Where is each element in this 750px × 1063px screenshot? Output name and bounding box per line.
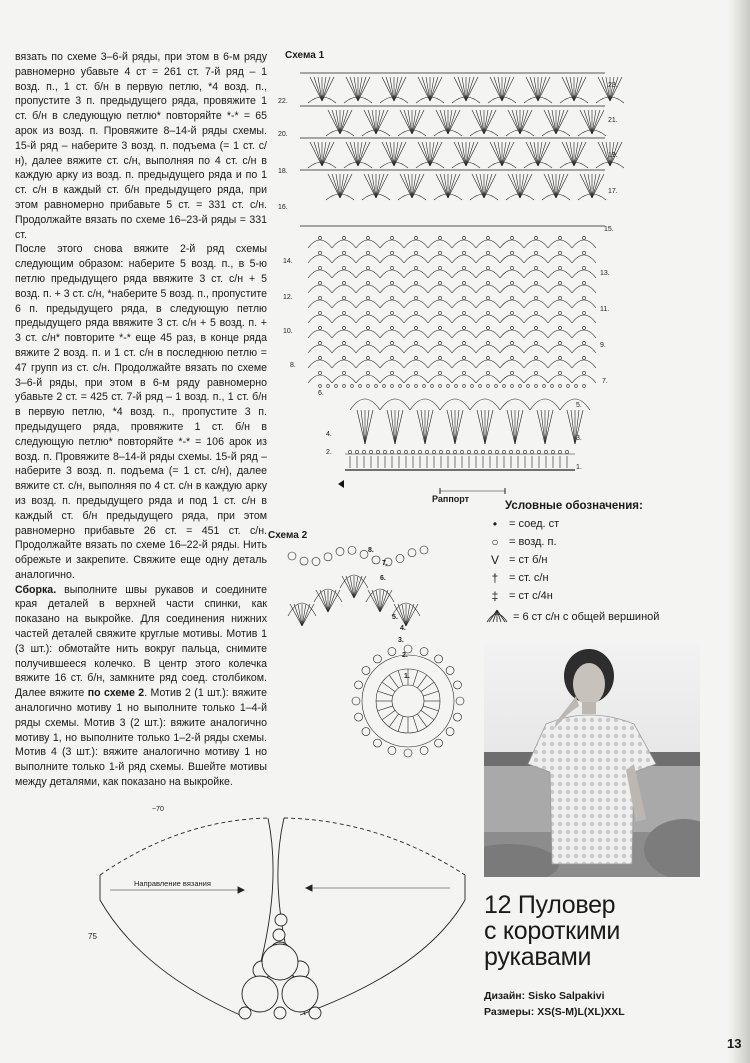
- row-number: 19.: [608, 152, 618, 159]
- double-crochet-icon: †: [491, 571, 499, 585]
- quadruple-crochet-icon: ‡: [491, 589, 499, 603]
- row-number: 4.: [326, 431, 332, 438]
- legend-item: [485, 551, 705, 569]
- scheme1-label: Схема 1: [285, 50, 325, 61]
- row-number: 10.: [283, 328, 293, 335]
- row-number: 16.: [278, 204, 288, 211]
- legend-label: = ст с/4н: [509, 590, 553, 602]
- legend-item: [485, 533, 705, 551]
- title-number: 12: [484, 891, 512, 919]
- credits: [484, 988, 625, 1020]
- garment-schematic: [80, 800, 480, 1030]
- row-number: 11.: [600, 306, 610, 313]
- title-line: рукавами: [484, 943, 592, 971]
- side-dimension: 75: [88, 932, 97, 941]
- assembly-title: Сборка.: [15, 583, 57, 596]
- row-number: 8.: [290, 362, 296, 369]
- assembly-text-1: выполните швы рукавов и соедините края деталей в верхней части спинки, как показано на выкройке. Для соединения нижних частей деталей свяжите круглые мотивы. Мотив 1 (3 шт.): обмотайте нить вокруг пальца, снимите получившееся колечко. В центр этого колечка вяжите 16 ст. б/н, замкните ряд соед. столбиком. Далее вяжите: [15, 583, 267, 700]
- legend-item: [485, 515, 705, 533]
- row-number: 7.: [382, 560, 388, 567]
- row-number: 5.: [576, 402, 582, 409]
- row-number: 6.: [380, 575, 386, 582]
- row-number: 15.: [604, 226, 614, 233]
- assembly-paragraph: [15, 583, 267, 790]
- project-title: [484, 892, 714, 970]
- page-number: 13: [727, 1036, 742, 1051]
- assembly-bold: по схеме 2: [87, 687, 145, 700]
- row-number: 1.: [576, 464, 582, 471]
- top-dimension: ~70: [152, 806, 164, 813]
- assembly-text-2: . Мотив 2 (1 шт.): вяжите аналогично мотиву 1 но выполните только 1–4-й ряды схемы. Мотив 3 (2 шт.): вяжите аналогично мотиву 1, но выполните только 1–2-й ряды схемы. Мотив 4 (3 шт.): вяжите аналогично мотиву 1 но выполните только 1-й ряд схемы. Вшейте мотивы между деталями, как показано на выкройке.: [15, 687, 268, 789]
- chain-stitch-icon: ○: [491, 535, 499, 549]
- row-number: 22.: [278, 98, 288, 105]
- row-number: 18.: [278, 168, 288, 175]
- legend-item: [485, 587, 705, 605]
- row-number: 13.: [600, 270, 610, 277]
- row-number: 6.: [318, 390, 324, 397]
- legend-label: = ст. с/н: [509, 572, 549, 584]
- row-number: 8.: [368, 547, 374, 554]
- legend: [485, 500, 705, 629]
- legend-item: [485, 605, 705, 629]
- row-number: 2.: [326, 449, 332, 456]
- legend-label: = ст б/н: [509, 554, 548, 566]
- row-number: 9.: [600, 342, 606, 349]
- page-edge: [728, 0, 750, 1063]
- row-number: 3.: [576, 435, 582, 442]
- row-number: 21.: [608, 117, 618, 124]
- row-number: 1.: [404, 673, 410, 680]
- instructions-column: [15, 50, 267, 790]
- knitting-direction-label: Направление вязания: [134, 879, 211, 888]
- model-photo: [484, 644, 700, 877]
- instructions-paragraph-1: вязать по схеме 3–6-й ряды, при этом в 6-м ряду равномерно убавьте 4 ст = 261 ст. 7-й ряд – 1 возд. п., 1 ст. б/н в первую петлю, *4 возд. п., пропустите 3 п. предыдущего ряда, провяжите 1 ст. б/н в следующую петлю* повторяйте *-* = 65 арок из возд. п. Провяжите 8–14-й ряды схемы. 15-й ряд – наберите 3 возд. п. подъема (= 1 ст. с/н), далее вяжите ст. с/н, выполняя по 4 ст. с/н в каждую арку из возд. п. предыдущего ряда и по 1 ст. с/н в каждый ст. б/н предыдущего ряда, при этом равномерно прибавьте 5 ст. = 331 ст. с/н. Продолжайте вязать по схеме 16–23-й ряды = 331 ст.: [15, 51, 267, 241]
- legend-title: Условные обозначения:: [505, 500, 643, 512]
- legend-label: = 6 ст с/н с общей вершиной: [513, 611, 660, 623]
- scheme2-label: Схема 2: [268, 530, 308, 541]
- row-number: 2.: [402, 652, 408, 659]
- title-word: Пуловер: [517, 891, 616, 919]
- legend-label: = возд. п.: [509, 536, 557, 548]
- title-line: [484, 892, 714, 918]
- instructions-paragraph-2: После этого снова вяжите 2-й ряд схемы следующим образом: наберите 5 возд. п., в 5-ю петлю предыдущего ряда ввяжите 3 ст. с/н + 5 возд. п. + 3 ст. с/н, *наберите 5 возд. п., пропустите 6 п. предыдущего ряда, в следующую петлю предыдущего ряда ввяжите 3 ст. с/н + 5 возд. п. + 3 ст. с/н* повторите *-* еще 45 раз, в конце ряда вяжите 2 возд. п. и 1 ст. с/н в последнюю петлю = 47 групп из ст. с/н. Продолжайте вязать по схеме 3–6-й ряды, при этом в 6-м ряду равномерно убавьте 2 ст. = 425 ст. 7-й ряд – 1 возд. п., 1 ст. б/н в первую петлю, *4 возд. п., пропустите 3 п. предыдущего ряда, провяжите 1 ст. б/н в следующую петлю* повторяйте *-* = 106 арок из возд. п. Провяжите 8–14-й ряды схемы. 15-й ряд – наберите 3 возд. п. подъема (= 1 ст. с/н), далее вяжите ст. с/н, выполняя по 4 ст. с/н в каждую арку из возд. п. предыдущего ряда и под 1 ст. с/н в каждый ст. б/н предыдущего ряда, при этом равномерно прибавьте 26 ст. = 451 ст. с/н. Продолжайте вязать по схеме 16–22-й ряды. Нить обрежьте и закрепите. Свяжите еще одну деталь аналогично.: [15, 243, 267, 581]
- single-crochet-icon: V: [490, 553, 499, 567]
- row-number: 7.: [602, 378, 608, 385]
- sizes-label: Размеры: XS(S-M)L(XL)XXL: [484, 1006, 625, 1018]
- row-number: 3.: [398, 637, 404, 644]
- legend-label: = соед. ст: [509, 518, 560, 530]
- row-number: 4.: [400, 625, 406, 632]
- title-line: с короткими: [484, 917, 621, 945]
- row-number: 17.: [608, 188, 618, 195]
- legend-item: [485, 569, 705, 587]
- row-number: 20.: [278, 131, 288, 138]
- row-number: 5.: [392, 614, 398, 621]
- rapport-label: Раппорт: [432, 494, 470, 504]
- row-number: 14.: [283, 258, 293, 265]
- design-credit: Дизайн: Sisko Salpakivi: [484, 990, 605, 1002]
- slip-stitch-icon: •: [492, 517, 498, 531]
- scheme2-diagram: [272, 536, 472, 776]
- scheme1-diagram: [290, 58, 630, 498]
- row-number: 23.: [608, 82, 618, 89]
- row-number: 12.: [283, 294, 293, 301]
- fan-cluster-icon: [485, 608, 505, 627]
